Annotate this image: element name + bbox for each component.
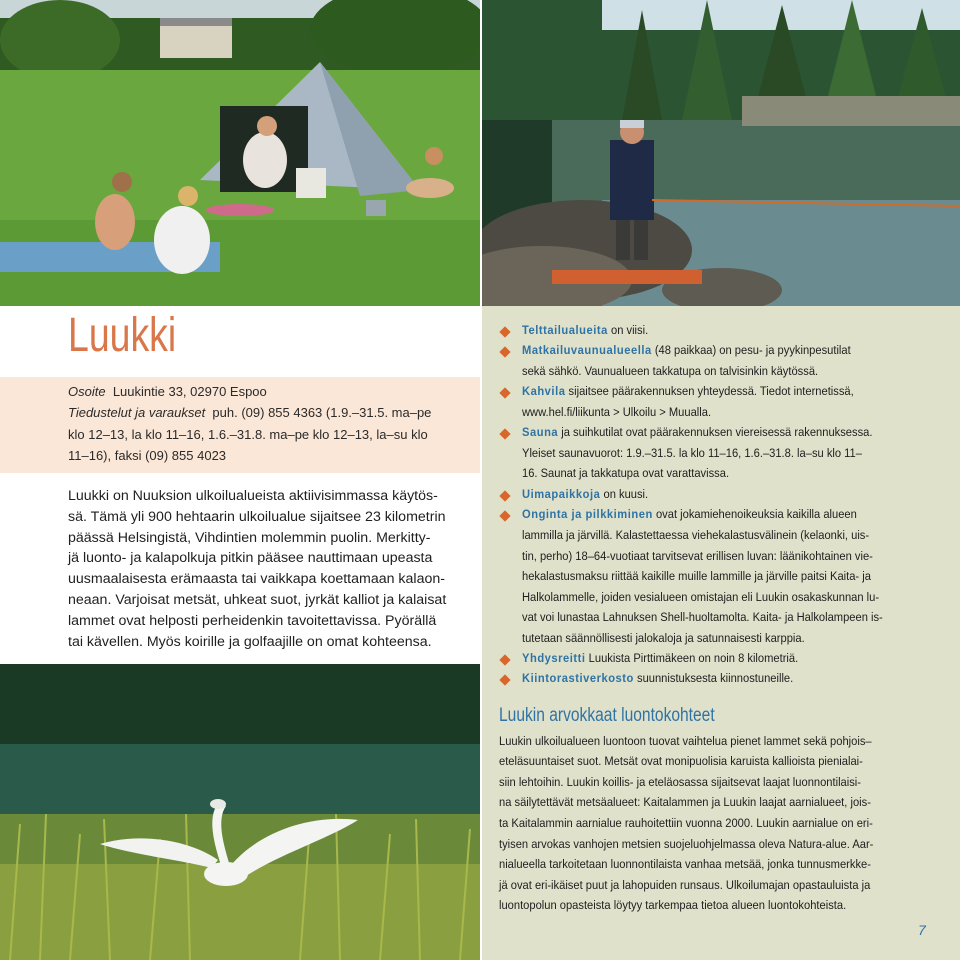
service-text: www.hel.fi/liikunta > Ulkoilu > Muualla. [522, 405, 712, 419]
service-text: tin, perho) 18–64-vuotiaat tarvitsevat erillisen luvan: läänikohtainen vie- [522, 549, 873, 563]
page-number: 7 [918, 922, 926, 938]
photo-swan-reeds [0, 664, 480, 960]
service-term: Kiintorastiverkosto [522, 671, 634, 685]
service-term: Kahvila [522, 384, 566, 398]
service-text: ovat jokamiehenoikeuksia kaikilla alueen [655, 507, 857, 521]
intro-paragraph [68, 486, 468, 652]
service-connecting-route [522, 651, 798, 665]
intro-line: tai kävellen. Myös koirille ja golfaajille on omat kohteensa. [68, 633, 432, 650]
service-swimming [522, 487, 648, 501]
service-text: on viisi. [611, 323, 649, 337]
service-orienteering [522, 671, 793, 685]
service-text: suunnistuksesta kiinnostuneille. [637, 671, 794, 685]
service-cafe [522, 384, 854, 398]
nature-line: na säilytettävät metsäalueet: Kaitalammen ja Luukin laajat aarnialueet, jois- [499, 795, 871, 809]
service-text: Luukista Pirttimäkeen on noin 8 kilometriä. [588, 651, 799, 665]
nature-line: tyisen arvokas vanhojen metsien suojeluohjelmassa oleva Natura-alue. Aar- [499, 837, 874, 851]
service-term: Uimapaikkoja [522, 487, 601, 501]
intro-line: Luukki on Nuuksion ulkoilualueista aktiivisimmassa käytös- [68, 488, 438, 504]
service-text: sijaitsee päärakennuksen yhteydessä. Tiedot internetissä, [568, 384, 854, 398]
address-line-1 [68, 384, 267, 399]
nature-heading: Luukin arvokkaat luontokohteet [499, 705, 715, 726]
intro-line: neaan. Varjoisat metsät, uhkeat suot, jyrkät kalliot ja kalaisat [68, 591, 447, 608]
service-text: Halkolammelle, joiden vesialueen omistajan eli Luukin osakaskunnan lu- [522, 590, 880, 604]
inquiries-label: Tiedustelut ja varaukset [68, 405, 206, 420]
nature-line: ta Kaitalammin aarnialue rauhoitettiin vuonna 2000. Luukin aarnialue on eri- [499, 816, 873, 830]
service-term: Sauna [522, 425, 559, 439]
intro-line: uusmaalaisesta erämaasta tai vaikkapa koettamaan kalaon- [68, 571, 445, 588]
service-text: 16. Saunat ja takkatupa ovat varattavissa. [522, 466, 730, 480]
address-value: Luukintie 33, 02970 Espoo [112, 384, 267, 399]
address-label: Osoite [68, 384, 106, 399]
service-text: on kuusi. [603, 487, 649, 501]
service-text: tutetaan säännöllisesti jalokaloja ja satunnaisesti karppia. [522, 631, 805, 645]
service-term: Telttailualueita [522, 323, 608, 337]
photo-fishing-man [482, 0, 960, 306]
service-text: (48 paikkaa) on pesu- ja pyykinpesutilat [654, 343, 851, 357]
photo-camping-family [0, 0, 480, 306]
address-line-3: klo 12–13, la klo 11–16, 1.6.–31.8. ma–pe klo 12–13, la–su klo [68, 427, 428, 442]
nature-line: Luukin ulkoilualueen luontoon tuovat vaihtelua pienet lammet sekä pohjois– [499, 734, 872, 748]
address-line-4: 11–16), faksi (09) 855 4023 [68, 448, 227, 463]
nature-line: eteläsuuntaiset suot. Metsät ovat monipuolisia karuista kallioista pienialai- [499, 754, 863, 768]
phone-value: puh. (09) 855 4363 (1.9.–31.5. ma–pe [212, 405, 432, 420]
service-text: Yleiset saunavuorot: 1.9.–31.5. la klo 11–16, 1.6.–31.8. la–su klo 11– [522, 446, 862, 460]
nature-line: jä ovat eri-ikäiset puut ja lahopuiden runsaus. Ulkoilumajan opastauluista ja [499, 878, 871, 892]
intro-line: sä. Tämä yli 900 hehtaarin ulkoilualue sijaitsee 23 kilometrin [68, 508, 446, 525]
intro-line: päässä Helsingistä, Vihdintien molemmin puolin. Merkitty- [68, 529, 431, 546]
nature-line: siin lehtoihin. Luukin koillis- ja eteläosassa sijaitsevat laajat luonnontilaisi- [499, 775, 862, 789]
nature-line: nialueella tarkoitetaan luonnontilaista vanhaa metsää, jonka tunnusmerkke- [499, 857, 871, 871]
service-tents [522, 323, 648, 337]
page-title: Luukki [68, 309, 177, 362]
service-term: Onginta ja pilkkiminen [522, 507, 653, 521]
service-text: ja suihkutilat ovat päärakennuksen viereisessä rakennuksessa. [561, 425, 873, 439]
service-text: sekä sähkö. Vaunualueen takkatupa on talvisinkin käytössä. [522, 364, 819, 378]
intro-line: jä luonto- ja kalapolkuja pitkin pääsee nauttimaan upeasta [68, 550, 433, 567]
service-caravan [522, 343, 851, 357]
address-line-2 [68, 405, 431, 420]
intro-line: lammet ovat helposti perheidenkin tavoitettavissa. Pyörällä [68, 612, 437, 629]
service-term: Matkailuvaunualueella [522, 343, 652, 357]
nature-line: luontopolun opasteista löytyy tarkempaa tietoa alueen luontokohteista. [499, 898, 847, 912]
service-sauna [522, 425, 872, 439]
service-term: Yhdysreitti [522, 651, 586, 665]
service-text: lammilla ja järvillä. Kalastettaessa viehekalastusvälinein (kelaonki, uis- [522, 528, 870, 542]
service-text: vat voi lunastaa Lahnuksen Shell-huoltamolta. Kaita- ja Halkolampeen is- [522, 610, 883, 624]
service-text: hekalastusmaksu riittää kaikille muille lammille ja järville paitsi Kaita- ja [522, 569, 871, 583]
service-fishing [522, 507, 857, 521]
